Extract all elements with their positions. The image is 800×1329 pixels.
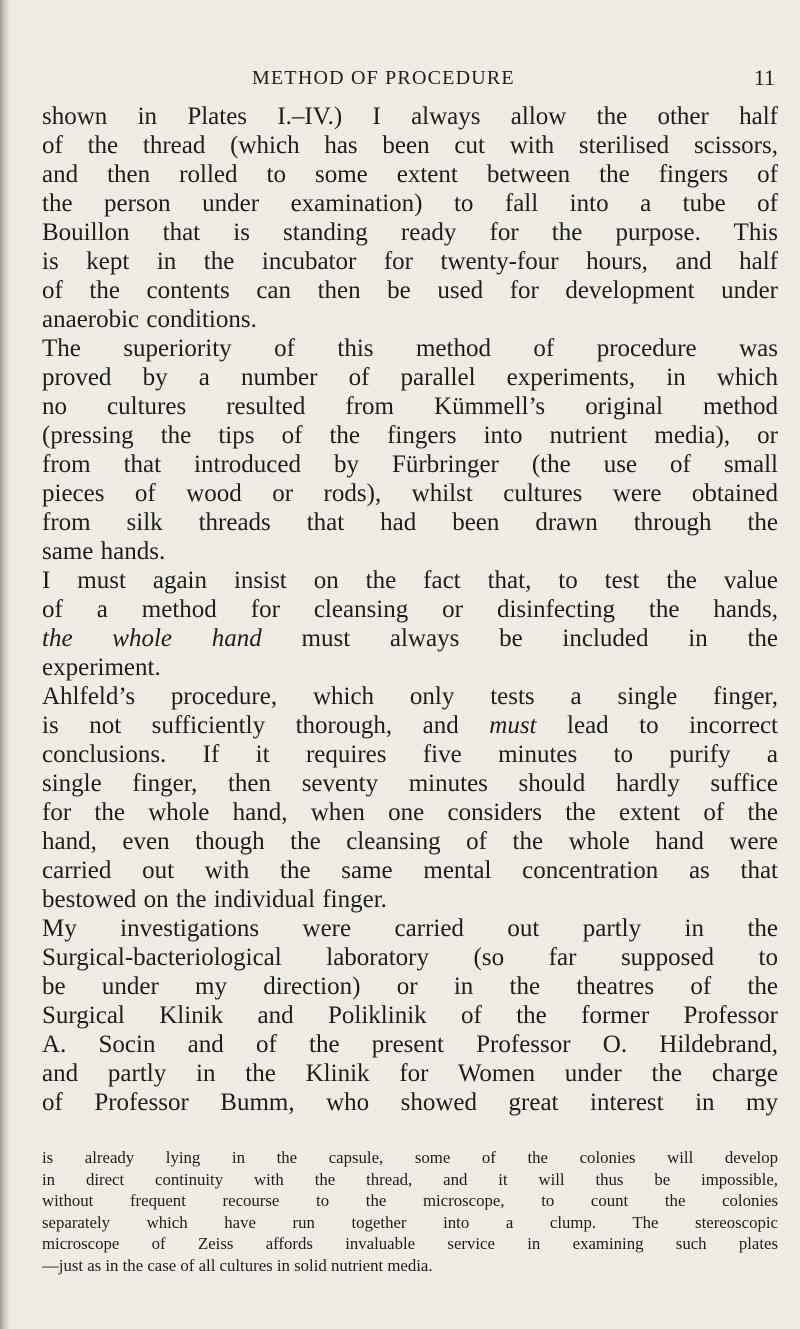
footnote-line: microscope of Zeiss affords invaluable service in examining such plates — [42, 1234, 778, 1253]
body-line: Bouillon that is standing ready for the purpose. This — [42, 219, 778, 246]
body-line: of Professor Bumm, who showed great interest in my — [42, 1089, 778, 1116]
body-line: experiment. — [42, 654, 161, 681]
body-line-mixed — [42, 624, 778, 653]
body-line: single finger, then seventy minutes should hardly suffice — [42, 770, 778, 797]
body-line: bestowed on the individual finger. — [42, 886, 387, 913]
italic-phrase: the whole hand — [42, 625, 262, 652]
body-line: from that introduced by Fürbringer (the use of small — [42, 451, 778, 478]
body-text-fragment: must always be included in the — [261, 625, 778, 652]
body-line: for the whole hand, when one considers the extent of the — [42, 799, 778, 826]
body-line: and then rolled to some extent between the fingers of — [42, 161, 778, 188]
body-line: pieces of wood or rods), whilst cultures were obtained — [42, 480, 778, 507]
footnote-line: —just as in the case of all cultures in solid nutrient media. — [42, 1255, 433, 1275]
footnote-line: separately which have run together into a clump. The stereoscopic — [42, 1212, 778, 1232]
body-line: I must again insist on the fact that, to test the value — [42, 567, 778, 594]
body-text-fragment: is not sufficiently thorough, and — [42, 712, 490, 739]
body-line: from silk threads that had been drawn through the — [42, 509, 778, 536]
body-line: no cultures resulted from Kümmell’s original method — [42, 393, 778, 420]
page-binding-edge — [0, 0, 10, 1329]
footnote-line: is already lying in the capsule, some of the colonies will develop — [42, 1148, 778, 1167]
body-line: (pressing the tips of the fingers into nutrient media), or — [42, 422, 778, 449]
body-line: carried out with the same mental concentration as that — [42, 857, 778, 884]
footnote — [42, 1147, 778, 1276]
body-line: anaerobic conditions. — [42, 306, 257, 333]
body-line: the person under examination) to fall into a tube of — [42, 190, 778, 217]
page-number: 11 — [753, 65, 775, 90]
body-line: Ahlfeld’s procedure, which only tests a single finger, — [42, 683, 778, 710]
body-line-mixed — [42, 711, 778, 740]
body-line: My investigations were carried out partly in the — [42, 915, 778, 942]
body-line: shown in Plates I.–IV.) I always allow the other half — [42, 103, 778, 130]
body-line: Surgical-bacteriological laboratory (so far supposed to — [42, 944, 778, 971]
body-line: of the contents can then be used for development under — [42, 277, 778, 304]
footnote-line: without frequent recourse to the microscope, to count the colonies — [42, 1191, 778, 1210]
body-line: of a method for cleansing or disinfecting the hands, — [42, 596, 778, 623]
italic-word: must — [489, 712, 537, 739]
footnote-line: in direct continuity with the thread, and it will thus be impossible, — [42, 1169, 778, 1189]
body-line: The superiority of this method of procedure was — [42, 335, 778, 362]
body-line: is kept in the incubator for twenty-four hours, and half — [42, 248, 778, 275]
body-line: proved by a number of parallel experiments, in which — [42, 364, 778, 391]
body-text-fragment: lead to incorrect — [536, 712, 778, 739]
body-line: of the thread (which has been cut with sterilised scissors, — [42, 132, 778, 159]
body-text — [42, 102, 778, 1117]
running-title: METHOD OF PROCEDURE — [252, 67, 515, 89]
body-line: A. Socin and of the present Professor O. Hildebrand, — [42, 1031, 778, 1058]
body-line: conclusions. If it requires five minutes to purify a — [42, 741, 778, 768]
body-line: Surgical Klinik and Poliklinik of the former Professor — [42, 1002, 778, 1029]
body-line: same hands. — [42, 538, 166, 565]
running-head — [0, 63, 800, 93]
body-line: and partly in the Klinik for Women under the charge — [42, 1060, 778, 1087]
body-line: hand, even though the cleansing of the whole hand were — [42, 828, 778, 855]
body-line: be under my direction) or in the theatres of the — [42, 973, 778, 1000]
